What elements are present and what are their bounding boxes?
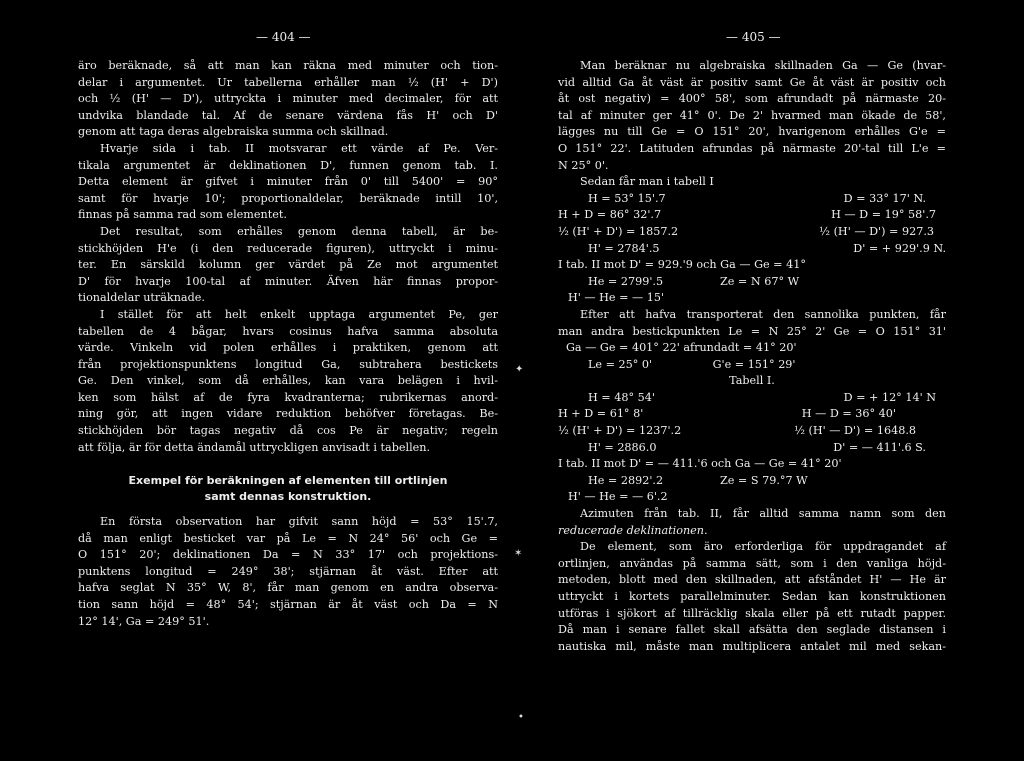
text-line: Detta element är gifvet i minuter från 0' till 5400' = 90° — [78, 175, 498, 189]
text-line: Man beräknar nu algebraiska skillnaden Ga — Ge (hvar- — [580, 59, 946, 72]
scan-artifact: • — [518, 712, 524, 723]
text-line: och ½ (H' — D'), uttryckta i minuter med decimaler, för att — [78, 92, 498, 106]
text-line: stickhöjden bör tagas negativ då cos Pe är negativ; regeln — [78, 424, 498, 438]
text-line: En första observation har gifvit sann höjd = 53° 15'.7, — [100, 515, 498, 529]
text-line: tal af minuter ger 41° 0'. De 2' hvarmed man ökade de 58', — [558, 108, 946, 122]
text-line: samt för hvarje 10'; proportionaldelar, beräknade intill 10', — [78, 191, 498, 205]
text-line: vid alltid Ga åt väst är positiv samt Ge åt väst är positiv och — [558, 75, 946, 89]
text-line: H' — He = — 6'.2 — [568, 490, 668, 504]
table-row — [558, 390, 946, 407]
text-line: att följa, är för detta ändamål uttryckligen anvisadt i tabellen. — [78, 440, 431, 454]
table-cell: D' = — 411'.6 S. — [833, 440, 926, 454]
text-line: reducerade deklinationen. — [558, 523, 708, 537]
text-line: ken som hälst af de fyra kvadranterna; rubrikernas anord- — [78, 390, 498, 404]
table-cell: H — D = 19° 58'.7 — [831, 208, 936, 222]
scan-artifact: ✶ — [514, 548, 523, 559]
text-line: I stället för att helt enkelt upptaga argumentet Pe, ger — [100, 307, 498, 321]
text-line: värde. Vinkeln vid polen erhålles i praktiken, genom att — [78, 341, 498, 355]
text-line: H' — He = — 15' — [568, 291, 665, 305]
text-line: punktens longitud = 249° 38'; stjärnan åt väst. Efter att — [78, 564, 498, 578]
text-line: från projektionspunktens longitud Ga, subtrahera bestickets — [78, 357, 498, 371]
text-line: Det resultat, som erhålles genom denna tabell, är be- — [100, 224, 498, 238]
text-line: nautiska mil, måste man multiplicera antalet mil med sekan- — [558, 639, 946, 653]
text-line: utföras i sjökort af tillräcklig skala eller på ett rutadt papper. — [558, 606, 946, 620]
page-number: — 404 — — [256, 30, 311, 44]
text-line: undvika blandade tal. Af de senare värdena fås H' och D' — [78, 108, 498, 122]
section-heading: Exempel för beräkningen af elementen till ortlinjen — [128, 473, 448, 487]
text-line: O 151° 20'; deklinationen Da = N 33° 17' och projektions- — [78, 548, 498, 562]
text-line: Sedan får man i tabell I — [580, 175, 714, 189]
table-cell: D' = + 929'.9 N. — [853, 241, 946, 255]
text-line: Då man i senare fallet skall afsätta den seglade distansen i — [558, 623, 946, 637]
text-line: N 25° 0'. — [558, 158, 609, 172]
table-cell: H' = 2784'.5 — [588, 241, 660, 255]
table-cell: ½ (H' + D') = 1237'.2 — [558, 424, 682, 438]
text-line: Azimuten från tab. II, får alltid samma namn som den — [580, 507, 946, 521]
text-line: ortlinjen, användas på samma sätt, som i den vanliga höjd- — [558, 556, 946, 570]
left-page — [78, 0, 498, 761]
table-cell: ½ (H' — D') = 927.3 — [819, 224, 934, 238]
text-line: då man enligt besticket var på Le = N 24° 56' och Ge = — [78, 531, 498, 545]
text-line: tionaldelar uträknade. — [78, 291, 205, 305]
table-cell: H' = 2886.0 — [588, 440, 657, 454]
table-row — [558, 406, 946, 423]
table-cell: D = + 12° 14' N — [843, 390, 936, 404]
text-line: Le = 25° 0' G'e = 151° 29' — [588, 357, 796, 371]
text-line: stickhöjden H'e (i den reducerade figuren), uttryckt i minu- — [78, 241, 498, 255]
table-title: Tabell I. — [729, 374, 775, 388]
table-row — [558, 423, 946, 440]
text-line: Efter att hafva transporterat den sannolika punkten, får — [580, 307, 946, 321]
text-line: D' för hvarje 100-tal af minuter. Äfven här finnas propor- — [78, 274, 498, 288]
text-line: äro beräknade, så att man kan räkna med minuter och tion- — [78, 59, 498, 72]
table-cell: H + D = 86° 32'.7 — [558, 208, 662, 222]
text-line: genom att taga deras algebraiska summa och skillnad. — [78, 125, 389, 139]
table-cell: H = 53° 15'.7 — [588, 191, 666, 205]
text-line: ning gör, att ingen vidare reduktion behöfver företagas. Be- — [78, 407, 498, 421]
table-cell: H = 48° 54' — [588, 390, 655, 404]
scan-artifact: ✦ — [515, 364, 524, 375]
text-line: I tab. II mot D' = 929.'9 och Ga — Ge = 41° — [558, 258, 806, 272]
text-line: uttryckt i kortets parallelminuter. Sedan kan konstruktionen — [558, 590, 946, 603]
page-number: — 405 — — [726, 30, 781, 44]
text-line: De element, som äro erforderliga för uppdragandet af — [580, 540, 946, 554]
table-cell: H + D = 61° 8' — [558, 407, 644, 421]
text-line: Ga — Ge = 401° 22' afrundadt = 41° 20' — [566, 341, 797, 355]
text-line: Hvarje sida i tab. II motsvarar ett värde af Pe. Ver- — [100, 141, 498, 155]
text-line: I tab. II mot D' = — 411.'6 och Ga — Ge = 41° 20' — [558, 457, 842, 471]
table-cell: ½ (H' — D') = 1648.8 — [794, 424, 916, 438]
right-page — [558, 0, 946, 761]
text-line: man andra bestickpunkten Le = N 25° 2' Ge = O 151° 31' — [558, 324, 946, 338]
text-line: lägges nu till Ge = O 151° 20', hvarigenom erhålles G'e = — [558, 125, 946, 139]
text-line: He = 2799'.5 Ze = N 67° W — [588, 274, 800, 288]
text-line: tion sann höjd = 48° 54'; stjärnan är åt väst och Da = N — [78, 598, 498, 611]
text-line: delar i argumentet. Ur tabellerna erhåller man ½ (H' + D') — [78, 75, 498, 89]
table-row — [558, 207, 946, 224]
text-line: tabellen de 4 bågar, hvars cosinus hafva samma absoluta — [78, 324, 498, 338]
table-row — [558, 440, 946, 457]
text-line: ter. En särskild kolumn ger värdet på Ze mot argumentet — [78, 258, 498, 272]
section-heading: samt dennas konstruktion. — [204, 490, 372, 504]
table-row — [558, 224, 946, 241]
text-line: O 151° 22'. Latituden afrundas på närmaste 20'-tal till L'e = — [558, 141, 946, 155]
text-line: hafva seglat N 35° W, 8', får man genom en andra observa- — [78, 581, 498, 595]
text-line: åt ost negativ) = 400° 58', som afrundadt på närmaste 20- — [558, 92, 946, 106]
body-text — [78, 58, 498, 630]
text-line: metoden, blott med den skillnaden, att afståndet H' — He är — [558, 573, 946, 587]
text-line: finnas på samma rad som elementet. — [78, 208, 287, 222]
table-cell: D = 33° 17' N. — [843, 191, 926, 205]
table-cell: H — D = 36° 40' — [801, 407, 896, 421]
table-row — [558, 241, 946, 258]
text-line: 12° 14', Ga = 249° 51'. — [78, 614, 210, 628]
body-text — [558, 58, 946, 655]
text-line: He = 2892'.2 Ze = S 79.°7 W — [588, 473, 808, 487]
table-cell: ½ (H' + D') = 1857.2 — [558, 224, 679, 238]
text-line: Ge. Den vinkel, som då erhålles, kan vara belägen i hvil- — [78, 374, 498, 388]
table-row — [558, 191, 946, 208]
text-line: tikala argumentet är deklinationen D', funnen genom tab. I. — [78, 158, 498, 172]
